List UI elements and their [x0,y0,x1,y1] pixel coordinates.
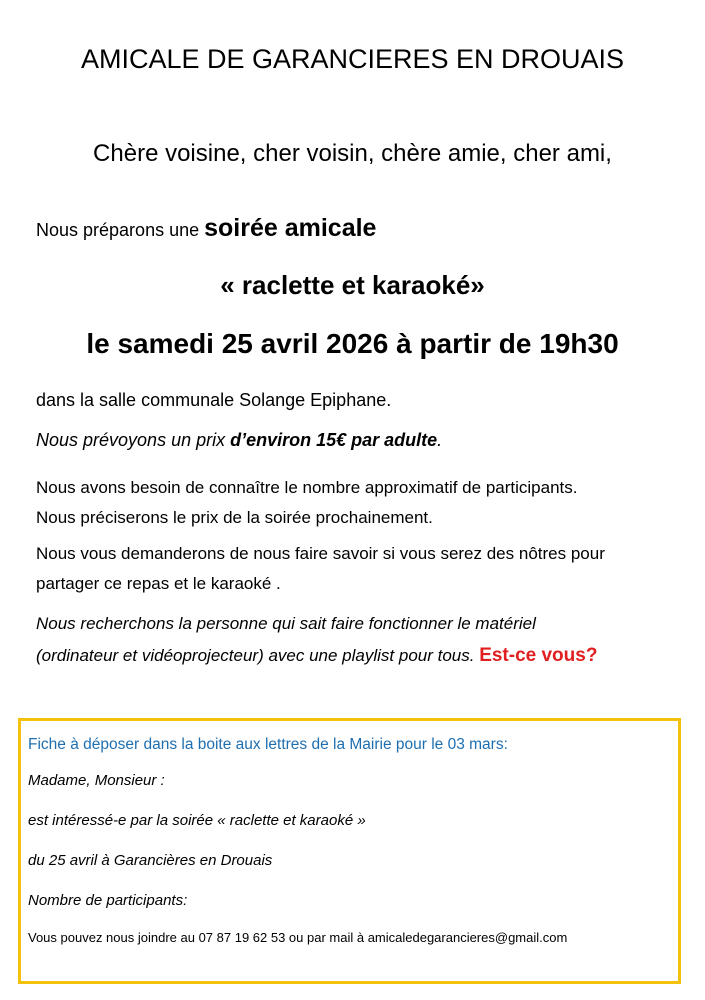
paragraph-line: Nous préciserons le prix de la soirée prochainement. [36,508,433,527]
search-highlight: Est-ce vous? [479,645,598,666]
intro-bold: soirée amicale [204,214,377,242]
event-date: le samedi 25 avril 2026 à partir de 19h30 [86,328,619,359]
intro-prefix: Nous préparons une [36,220,205,240]
form-date-line: du 25 avril à Garancières en Drouais [28,852,273,869]
form-contact-line: Vous pouvez nous joindre au 07 87 19 62 53 ou par mail à amicaledegarancieres@gmail.com [28,930,568,945]
search-line-1: Nous recherchons la personne qui sait faire fonctionner le matériel [36,614,536,633]
search-line-2 [36,645,597,667]
form-interest-line: est intéressé-e par la soirée « raclette et karaoké » [28,812,366,829]
page-title: AMICALE DE GARANCIERES EN DROUAIS [80,44,625,74]
paragraph-line: Nous avons besoin de connaître le nombre approximatif de participants. [36,478,578,497]
intro-line [36,214,376,243]
form-heading: Fiche à déposer dans la boite aux lettres de la Mairie pour le 03 mars: [28,736,508,753]
search-line-2-text: (ordinateur et vidéoprojecteur) avec une playlist pour tous. [36,646,480,665]
event-name: « raclette et karaoké» [220,270,485,300]
price-line [36,430,442,451]
form-name-line: Madame, Monsieur : [28,772,165,789]
price-suffix: . [437,430,443,450]
location-line: dans la salle communale Solange Epiphane. [36,390,392,410]
price-bold: d’environ 15€ par adulte [230,430,438,450]
paragraph-line: Nous vous demanderons de nous faire savoir si vous serez des nôtres pour [36,544,605,563]
greeting: Chère voisine, cher voisin, chère amie, cher ami, [93,140,612,167]
form-participants-line: Nombre de participants: [28,892,188,909]
paragraph-line: partager ce repas et le karaoké . [36,574,281,593]
price-prefix: Nous prévoyons un prix [36,430,231,450]
